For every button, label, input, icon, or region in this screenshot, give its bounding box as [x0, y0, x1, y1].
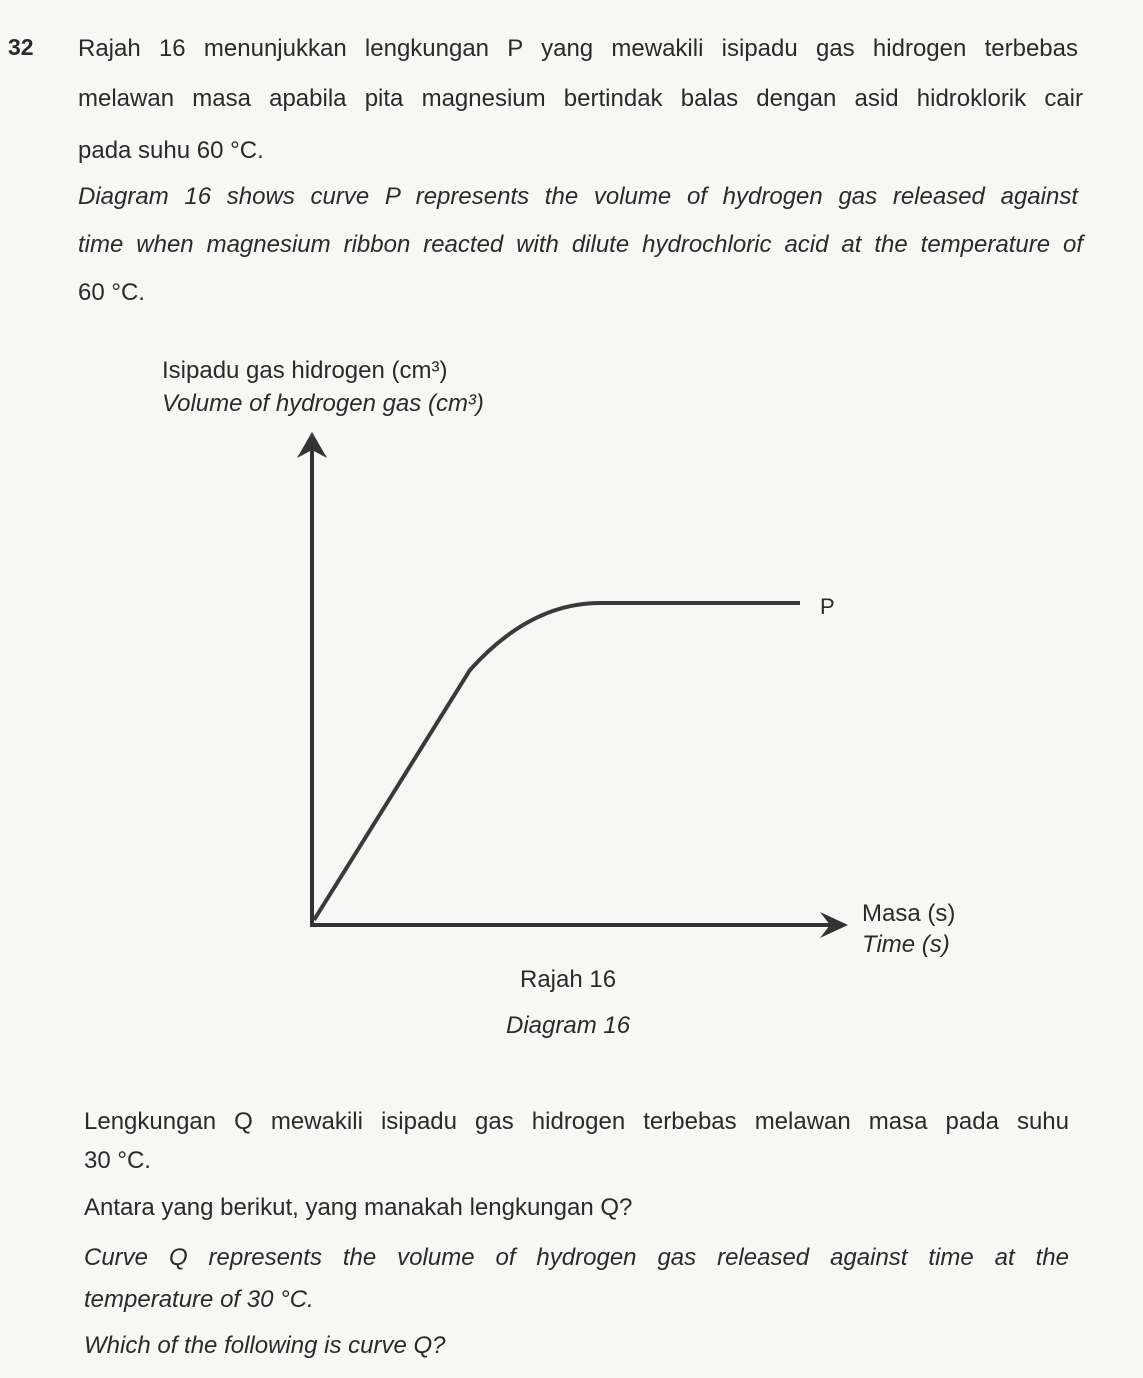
followup-malay-line-2: 30 °C.: [84, 1147, 151, 1174]
x-axis-label-malay: Masa (s): [862, 900, 956, 927]
question-text-english-line-1: Diagram 16 shows curve P represents the volume of hydrogen gas released against: [78, 183, 1078, 210]
followup-english-line-1: Curve Q represents the volume of hydrogen gas released against time at the: [84, 1244, 1069, 1271]
followup-english-line-3: Which of the following is curve Q?: [84, 1332, 446, 1359]
y-axis-label-malay: Isipadu gas hidrogen (cm³): [162, 357, 448, 384]
question-text-malay-line-3: pada suhu 60 °C.: [78, 137, 264, 164]
followup-malay-line-1: Lengkungan Q mewakili isipadu gas hidrogen terbebas melawan masa pada suhu: [84, 1108, 1069, 1135]
followup-malay-line-3: Antara yang berikut, yang manakah lengkungan Q?: [84, 1194, 633, 1221]
y-axis-label-english: Volume of hydrogen gas (cm³): [162, 390, 484, 417]
diagram-caption-english: Diagram 16: [506, 1012, 631, 1039]
question-text-malay-line-1: Rajah 16 menunjukkan lengkungan P yang mewakili isipadu gas hidrogen terbebas: [78, 35, 1078, 62]
curve-p-label: P: [820, 594, 835, 619]
curve-p: [314, 603, 800, 920]
question-text-malay-line-2: melawan masa apabila pita magnesium bertindak balas dengan asid hidroklorik cair: [78, 85, 1083, 112]
question-text-english-line-3: 60 °C.: [78, 279, 145, 306]
x-axis-label-english: Time (s): [862, 931, 950, 958]
question-number: 32: [8, 34, 34, 60]
y-axis: [297, 432, 327, 925]
followup-english-line-2: temperature of 30 °C.: [84, 1286, 314, 1313]
diagram-caption-malay: Rajah 16: [520, 966, 617, 993]
question-text-english-line-2: time when magnesium ribbon reacted with dilute hydrochloric acid at the temperature of: [78, 231, 1083, 258]
x-axis: [310, 912, 848, 938]
